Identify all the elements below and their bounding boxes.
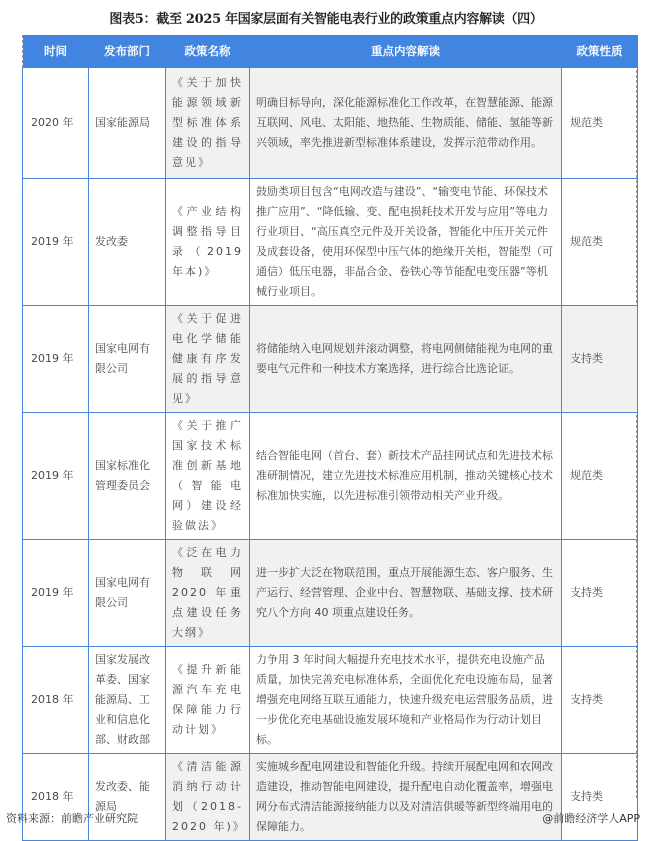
cell-time: 2020 年 (23, 68, 89, 179)
cell-name: 《泛在电力物联网 2020 年重点建设任务大纲》 (166, 540, 250, 647)
cell-dept: 国家标准化管理委员会 (89, 413, 166, 540)
cell-content: 实施城乡配电网建设和智能化升级。持续开展配电网和农网改造建设，推动智能电网建设，提升配电自动化覆盖率，增强电网分布式清洁能源接纳能力以及对清洁供暖等新型终端用电的保障能力。 (250, 754, 562, 841)
cell-type: 支持类 (562, 647, 638, 754)
cell-type: 规范类 (562, 413, 638, 540)
cell-type: 规范类 (562, 179, 638, 306)
header-time: 时间 (23, 35, 89, 68)
cell-time: 2019 年 (23, 179, 89, 306)
table-header (23, 35, 638, 68)
cell-name: 《关于加快能源领域新型标准体系建设的指导意见》 (166, 68, 250, 179)
table-row (23, 413, 638, 540)
chart-title: 图表5：截至 2025 年国家层面有关智能电表行业的政策重点内容解读（四） (109, 12, 543, 27)
header-content: 重点内容解读 (250, 35, 562, 68)
cell-type: 支持类 (562, 306, 638, 413)
cell-dept: 国家电网有限公司 (89, 540, 166, 647)
cell-name: 《清洁能源消纳行动计划（2018-2020 年)》 (166, 754, 250, 841)
cell-content: 力争用 3 年时间大幅提升充电技术水平，提供充电设施产品质量，加快完善充电标准体系，全面优化充电设施布局，显著增强充电网络互联互通能力，快速升级充电运营服务品质，进一步优化充电基础设施发展环境和产业格局作为行动计划目标。 (250, 647, 562, 754)
cell-content: 鼓励类项目包含“电网改造与建设”、“输变电节能、环保技术推广应用”、“降低输、变、配电损耗技术开发与应用”等电力行业项目、“高压真空元件及开关设备，智能化中压开关元件及成套设备，使用环保型中压气体的绝缘开关柜，智能型（可通信）低压电器，非晶合金、卷铁心等节能配电变压器”等机械行业项目。 (250, 179, 562, 306)
cell-time: 2019 年 (23, 413, 89, 540)
cell-type: 支持类 (562, 754, 638, 841)
source-note: 资料来源：前瞻产业研究院 (6, 812, 138, 825)
cell-type: 规范类 (562, 68, 638, 179)
header-name: 政策名称 (166, 35, 250, 68)
cell-name: 《产业结构调整指导目录（2019 年本)》 (166, 179, 250, 306)
cell-name: 《提升新能源汽车充电保障能力行动计划》 (166, 647, 250, 754)
table-row (23, 68, 638, 179)
cell-content: 将储能纳入电网规划并滚动调整，将电网侧储能视为电网的重要电气元件和一种技术方案选择，进行综合比选论证。 (250, 306, 562, 413)
header-type: 政策性质 (562, 35, 638, 68)
policy-table (22, 35, 638, 841)
cell-dept: 国家发展改革委、国家能源局、工业和信息化部、财政部 (89, 647, 166, 754)
table-row (23, 754, 638, 841)
credit-note: @前瞻经济学人APP (542, 812, 640, 825)
cell-content: 明确目标导向，深化能源标准化工作改革，在智慧能源、能源互联网、风电、太阳能、地热能、生物质能、储能、氢能等新兴领域，率先推进新型标准体系建设，发挥示范带动作用。 (250, 68, 562, 179)
cell-time: 2018 年 (23, 647, 89, 754)
cell-name: 《关于推广国家技术标准创新基地（智能电网）建设经验做法》 (166, 413, 250, 540)
table-row (23, 306, 638, 413)
cell-time: 2018 年 (23, 754, 89, 841)
cell-time: 2019 年 (23, 306, 89, 413)
cell-dept: 国家能源局 (89, 68, 166, 179)
cell-type: 支持类 (562, 540, 638, 647)
cell-content: 结合智能电网（首台、套）新技术产品挂网试点和先进技术标准研制情况，建立先进技术标准应用机制，推动关键核心技术标准加快实施，以先进标准引领带动相关产业升级。 (250, 413, 562, 540)
cell-name: 《关于促进电化学储能健康有序发展的指导意见》 (166, 306, 250, 413)
table-row (23, 540, 638, 647)
cell-dept: 发改委 (89, 179, 166, 306)
cell-time: 2019 年 (23, 540, 89, 647)
cell-dept: 发改委、能源局 (89, 754, 166, 841)
cell-content: 进一步扩大泛在物联范围，重点开展能源生态、客户服务、生产运行、经营管理、企业中台、智慧物联、基础支撑、技术研究八个方向 40 项重点建设任务。 (250, 540, 562, 647)
header-dept: 发布部门 (89, 35, 166, 68)
table-row (23, 179, 638, 306)
table-row (23, 647, 638, 754)
cell-dept: 国家电网有限公司 (89, 306, 166, 413)
